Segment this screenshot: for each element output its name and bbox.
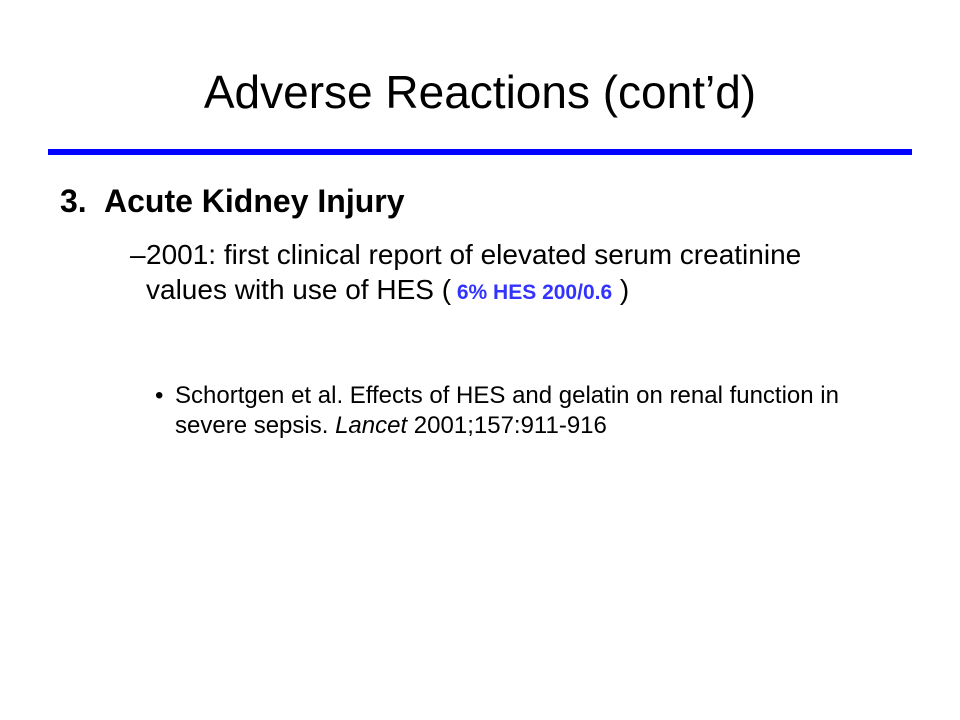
dash-marker: – bbox=[130, 239, 146, 270]
hes-highlight: 6% HES 200/0.6 bbox=[451, 281, 613, 304]
sub-point-text-main: 2001: first clinical report of elevated serum creatinine values with use of HES ( bbox=[146, 239, 802, 305]
slide-title: Adverse Reactions (cont’d) bbox=[203, 66, 757, 118]
reference-authors-title: Schortgen et al. Effects of HES and gelatin on renal function in severe sepsis. bbox=[175, 382, 839, 439]
section-number: 3. bbox=[60, 183, 87, 219]
section-heading bbox=[60, 180, 405, 222]
reference-journal: Lancet bbox=[335, 412, 408, 439]
reference-citation: 2001;157:911-916 bbox=[407, 412, 607, 439]
title-underline-bar bbox=[48, 149, 912, 155]
sub-point-text bbox=[146, 238, 850, 314]
sub-point bbox=[130, 238, 850, 314]
reference-text bbox=[175, 381, 855, 441]
section-heading-text: Acute Kidney Injury bbox=[104, 183, 405, 219]
title-underline bbox=[48, 149, 912, 155]
reference-bullet bbox=[155, 381, 855, 441]
bullet-marker: • bbox=[155, 382, 164, 409]
sub-point-text-close: ) bbox=[612, 274, 630, 305]
